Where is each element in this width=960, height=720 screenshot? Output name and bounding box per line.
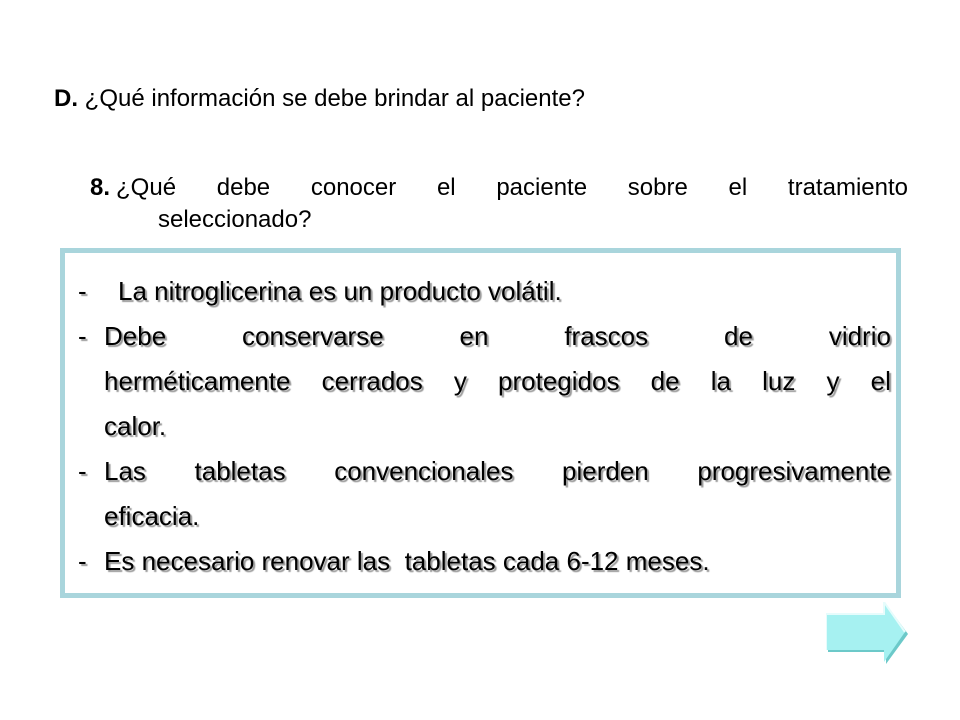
list-bullet-dash: -	[78, 321, 87, 351]
list-item-word: pierden	[562, 456, 649, 486]
answer-list	[78, 269, 891, 584]
list-item-line: Es necesario renovar las tabletas cada 6-12 meses.	[104, 546, 710, 576]
list-item-text	[104, 314, 891, 449]
list-item-word: frascos	[564, 321, 649, 351]
list-item-line: eficacia.	[104, 501, 200, 531]
list-item-text	[104, 449, 891, 539]
list-item-word: Debe	[104, 321, 167, 351]
list-item-word: vidrio	[828, 321, 891, 351]
sub-question-word: el	[728, 174, 748, 201]
section-heading	[54, 84, 585, 114]
sub-question-line-1	[90, 172, 908, 204]
list-item-text	[104, 539, 891, 584]
list-item-word: Las	[104, 456, 146, 486]
list-item-word: y	[826, 366, 840, 396]
list-item-word: cerrados	[321, 366, 423, 396]
list-item-line: calor.	[104, 411, 167, 441]
list-item	[78, 314, 891, 449]
sub-question	[90, 172, 908, 236]
list-item-text	[118, 269, 891, 314]
section-question: ¿Qué información se debe brindar al paciente?	[84, 85, 585, 112]
list-item-word: herméticamente	[104, 366, 291, 396]
sub-question-line-2: seleccionado?	[158, 206, 312, 233]
right-arrow-icon[interactable]	[826, 602, 908, 666]
sub-question-word: ¿Qué	[116, 174, 177, 201]
list-item-line: La nitroglicerina es un producto volátil.	[118, 276, 562, 306]
sub-question-first-word	[90, 172, 176, 204]
sub-question-word: conocer	[310, 174, 397, 201]
list-item-word: de	[650, 366, 680, 396]
sub-question-word: paciente	[496, 174, 588, 201]
list-item-word: luz	[762, 366, 796, 396]
list-bullet-dash: -	[78, 546, 87, 576]
list-item-line	[104, 314, 891, 359]
list-item-word: y	[453, 366, 467, 396]
list-bullet-dash: -	[78, 276, 87, 306]
list-item	[78, 269, 891, 314]
list-item-line	[104, 359, 891, 404]
list-item-word: de	[724, 321, 753, 351]
list-item-word: convencionales	[334, 456, 514, 486]
list-item-word: el	[870, 366, 891, 396]
list-item-word: progresivamente	[697, 456, 891, 486]
sub-question-word: el	[436, 174, 456, 201]
list-item	[78, 449, 891, 539]
list-item	[78, 539, 891, 584]
sub-question-word: tratamiento	[787, 174, 908, 201]
list-item-word: conservarse	[242, 321, 384, 351]
section-letter: D.	[54, 85, 78, 112]
list-bullet-dash: -	[78, 456, 87, 486]
list-item-word: la	[710, 366, 731, 396]
list-item-word: en	[459, 321, 489, 351]
answer-box	[60, 248, 901, 598]
list-item-word: tabletas	[194, 456, 286, 486]
list-item-line	[104, 449, 891, 494]
sub-question-word: sobre	[627, 174, 688, 201]
sub-question-word: debe	[216, 174, 271, 201]
sub-question-number: 8.	[90, 174, 111, 201]
list-item-word: protegidos	[498, 366, 620, 396]
